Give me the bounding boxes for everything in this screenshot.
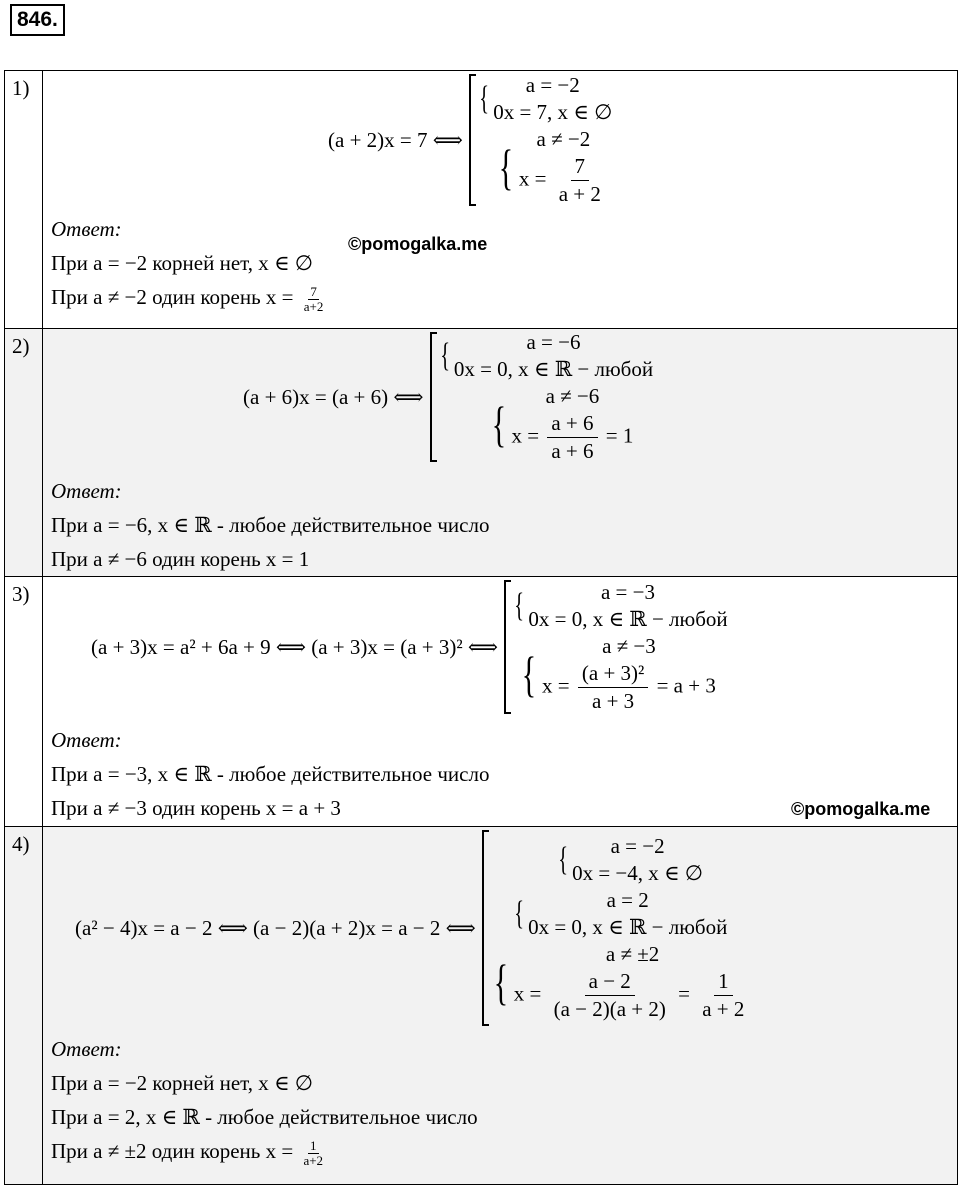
problem-number: 846. xyxy=(10,4,65,36)
case-line: a = −6 xyxy=(526,330,581,354)
answer-block xyxy=(51,723,489,825)
brace-icon: { xyxy=(521,645,537,702)
row-body xyxy=(43,827,958,1185)
case-set xyxy=(511,579,728,715)
brace-icon: { xyxy=(479,79,489,117)
equation-lhs: (a + 2)x = 7 ⟺ xyxy=(328,127,463,152)
brace-icon: { xyxy=(491,395,506,452)
answer-line: При a = −2 корней нет, x ∈ ∅ xyxy=(51,251,314,275)
case-line: a ≠ −3 xyxy=(602,634,656,658)
brace-icon: { xyxy=(514,586,525,624)
case-line: x = $\frac{a + 6}{a + 6}$ = 1 xyxy=(511,411,634,463)
case-line: 0x = −4, x ∈ ∅ xyxy=(572,861,704,885)
row-index: 2) xyxy=(5,329,43,577)
case-line: 0x = 0, x ∈ ℝ − любой xyxy=(453,357,654,381)
answer-line: При a ≠ −6 один корень x = 1 xyxy=(51,547,310,571)
case-line: a = −3 xyxy=(600,580,655,604)
case-line: 0x = 0, x ∈ ℝ − любой xyxy=(528,915,728,939)
brace-icon: { xyxy=(493,953,508,1010)
equation xyxy=(75,830,751,1026)
equation xyxy=(328,74,612,206)
answer-line: При a ≠ −2 один корень x = $\frac{7}{a+2}$ xyxy=(51,283,324,314)
equation-lhs: (a² − 4)x = a − 2 ⟺ (a − 2)(a + 2)x = a − 2 ⟺ xyxy=(75,915,476,940)
case-set xyxy=(437,329,654,465)
equation-lhs: (a + 3)x = a² + 6a + 9 ⟺ (a + 3)x = (a + 3)² ⟺ xyxy=(91,634,499,659)
equation xyxy=(91,580,728,714)
case-line: 0x = 7, x ∈ ∅ xyxy=(493,100,613,124)
case-line: x = $\frac{a - 2}{(a - 2)(a + 2)}$ = $\frac{1}{a + 2}$ xyxy=(513,969,745,1021)
case-system xyxy=(511,887,752,941)
case-line: a = 2 xyxy=(606,888,649,912)
table-row xyxy=(5,827,958,1185)
case-line: x = $\frac{\text{(a + 3)²}}{a + 3}$ = a + 3 xyxy=(542,661,716,713)
case-system xyxy=(489,941,752,1023)
answer-line: При a = −3, x ∈ ℝ - любое действительное число xyxy=(51,762,490,786)
equation xyxy=(243,332,653,462)
row-body xyxy=(43,577,958,827)
case-system xyxy=(476,72,613,126)
case-system xyxy=(487,383,654,465)
case-system xyxy=(511,579,728,633)
case-set xyxy=(476,72,613,208)
case-line: a ≠ ±2 xyxy=(605,942,660,966)
case-line: a ≠ −6 xyxy=(545,384,600,408)
row-body xyxy=(43,329,958,577)
union-bracket xyxy=(430,332,437,462)
solution-table xyxy=(4,70,958,1185)
case-system xyxy=(437,329,654,383)
equation-lhs: (a + 6)x = (a + 6) ⟺ xyxy=(243,384,424,409)
table-row xyxy=(5,577,958,827)
answer-heading: Ответ: xyxy=(51,479,122,503)
answer-line: При a ≠ −3 один корень x = a + 3 xyxy=(51,796,341,820)
answer-line: При a = −6, x ∈ ℝ - любое действительное число xyxy=(51,513,490,537)
row-body xyxy=(43,71,958,329)
case-line: a ≠ −2 xyxy=(536,127,591,151)
brace-icon: { xyxy=(498,138,514,195)
answer-line: При a = 2, x ∈ ℝ - любое действительное число xyxy=(51,1105,478,1129)
table-row xyxy=(5,71,958,329)
case-set xyxy=(489,833,752,1023)
row-index: 1) xyxy=(5,71,43,329)
answer-block xyxy=(51,474,489,576)
answer-line: При a ≠ ±2 один корень x = $\frac{1}{a+2}$ xyxy=(51,1137,324,1168)
case-system xyxy=(494,126,613,208)
brace-icon: { xyxy=(439,336,450,374)
watermark: ©pomogalka.me xyxy=(791,799,931,819)
table-row xyxy=(5,329,958,577)
case-line: 0x = 0, x ∈ ℝ − любой xyxy=(528,607,728,631)
case-system xyxy=(555,833,752,887)
union-bracket xyxy=(504,580,511,714)
case-system xyxy=(517,633,728,715)
case-line: a = −2 xyxy=(610,834,665,858)
answer-block xyxy=(51,1032,478,1168)
brace-icon: { xyxy=(558,840,568,878)
answer-heading: Ответ: xyxy=(51,1037,122,1061)
answer-heading: Ответ: xyxy=(51,217,122,241)
answer-block xyxy=(51,212,328,314)
row-index: 4) xyxy=(5,827,43,1185)
case-line: a = −2 xyxy=(525,73,580,97)
brace-icon: { xyxy=(514,894,524,932)
answer-heading: Ответ: xyxy=(51,728,122,752)
watermark: ©pomogalka.me xyxy=(348,234,488,254)
row-index: 3) xyxy=(5,577,43,827)
case-line: x = $\frac{7}{a + 2}$ xyxy=(518,154,601,206)
answer-line: При a = −2 корней нет, x ∈ ∅ xyxy=(51,1071,314,1095)
union-bracket xyxy=(482,830,489,1026)
union-bracket xyxy=(469,74,476,206)
